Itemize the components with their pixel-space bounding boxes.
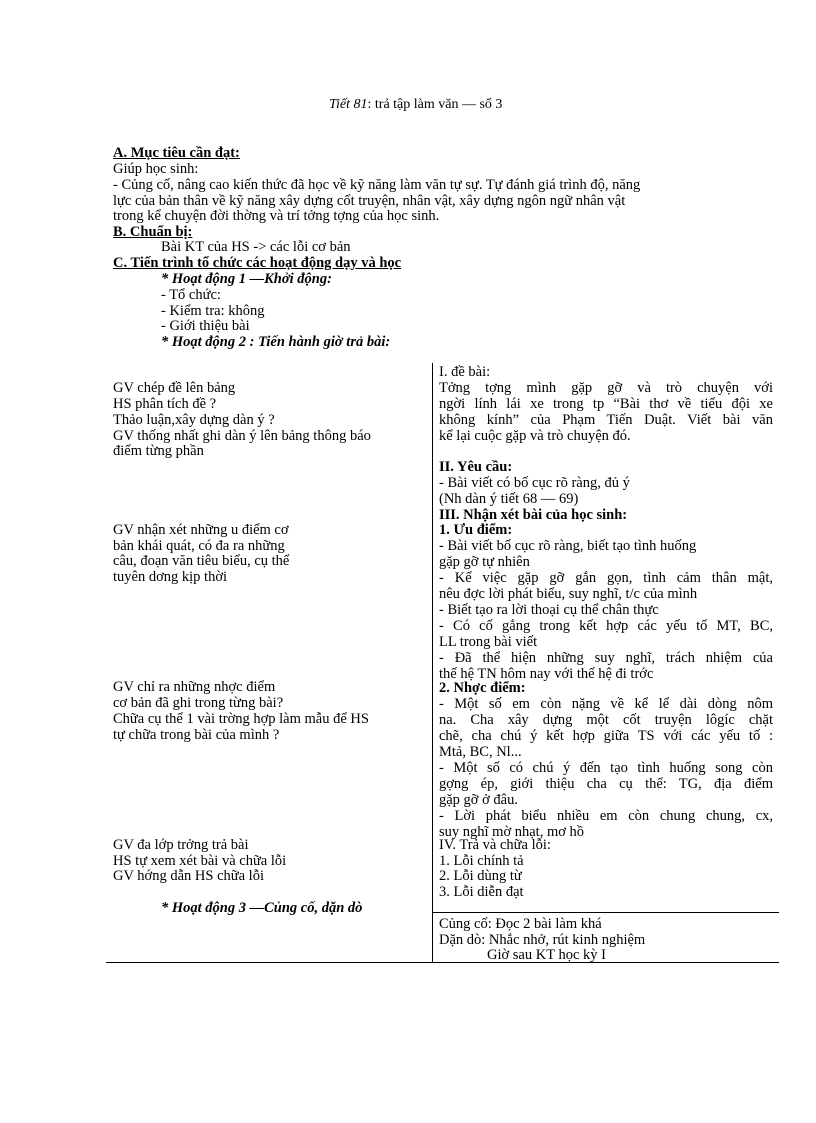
ud-line: - Biết tạo ra lời thoại cụ thể chân thực [439,602,659,618]
tra-chua-line: 1. Lỗi chính tả [439,853,524,869]
dan-do-line: Dặn dò: Nhắc nhở, rút kinh nghiệm [439,932,646,948]
left-line: GV nhận xét những u điểm cơ [113,522,289,538]
activity-1-item: - Giới thiệu bài [161,318,250,334]
uu-diem-text [439,538,773,682]
ud-line: gặp gỡ tự nhiên [439,554,530,570]
yeu-cau-line: (Nh dàn ý tiết 68 — 69) [439,491,579,507]
section-b-heading: B. Chuẩn bị: [113,224,193,240]
tra-chua-heading: IV. Trả và chữa lỗi: [439,837,551,853]
section-a-heading: A. Mục tiêu cần đạt: [113,145,240,161]
left-line: câu, đoạn văn tiêu biểu, cụ thể [113,553,290,569]
tra-chua-line: 3. Lỗi diễn đạt [439,884,524,900]
next-lesson-line: Giờ sau KT học kỳ I [487,947,606,963]
left-line: tự chữa trong bài của mình ? [113,727,280,743]
title-prefix: Tiết 81 [329,97,368,112]
nhan-xet-heading: III. Nhận xét bài của học sinh: [439,507,628,523]
left-line: GV đa lớp trởng trả bài [113,837,249,853]
tra-chua-line: 2. Lỗi dùng từ [439,868,522,884]
de-line: ngời lính lái xe trong tp “Bài thơ về tiểu đội xe [439,396,773,412]
title-rest: : trả tập làm văn — số 3 [367,97,503,112]
section-a-line: trong kể chuyện đời thờng và trí tởng tợng của học sinh. [113,208,440,224]
nhuoc-diem-heading: 2. Nhợc điểm: [439,680,526,696]
activity-1-item: - Tổ chức: [161,287,221,303]
left-line: HS tự xem xét bài và chữa lỗi [113,853,287,869]
ud-line: nêu đợc lời phát biểu, suy nghĩ, t/c của mình [439,586,698,602]
nd-line: suy nghĩ mờ nhạt, mơ hồ [439,824,585,840]
nd-line: chẽ, cha chú ý kết hợp giữa TS với các yếu tố : [439,728,773,744]
left-line: cơ bản đã ghi trong từng bài? [113,695,284,711]
activity-3-heading: * Hoạt động 3 —Củng cố, dặn dò [161,900,363,916]
left-line: GV chỉ ra những nhợc điểm [113,679,276,695]
left-line: HS phân tích đề ? [113,396,217,412]
activity-1-item: - Kiểm tra: không [161,303,265,319]
left-line: điểm từng phần [113,443,204,459]
ud-line: - Đã thể hiện những suy nghĩ, trách nhiệm của [439,650,773,666]
ud-line: - Có cố gắng trong kết hợp các yếu tố MT, BC, [439,618,773,634]
ud-line: thế hệ TN hôm nay với thế hệ đi trớc [439,666,654,682]
ud-line: - Bài viết bố cục rõ ràng, biết tạo tình huống [439,538,697,554]
left-line: tuyên dơng kịp thời [113,569,228,585]
uu-diem-heading: 1. Ưu điểm: [439,522,513,538]
section-a-intro: Giúp học sinh: [113,161,199,177]
nd-line: - Một số có chú ý đến tạo tình huống song còn [439,760,773,776]
section-a-line: lực của bản thân về kỹ năng xây dựng cốt truyện, nhân vật, xây dựng ngôn ngữ nhân vật [113,193,626,209]
left-line: Thảo luận,xây dựng dàn ý ? [113,412,275,428]
nd-line: gợng ép, giới thiệu cha cụ thể: TG, địa điểm [439,776,773,792]
cung-co-line: Củng cố: Đọc 2 bài làm khá [439,916,602,932]
column-divider [432,363,433,963]
page-title [329,97,502,113]
de-line: không kính” của Phạm Tiến Duật. Viết bài văn [439,412,773,428]
ud-line: - Kể việc gặp gỡ gắn gọn, tình cảm thân mật, [439,570,773,586]
yeu-cau-line: - Bài viết có bố cục rõ ràng, đủ ý [439,475,630,491]
activity-2-heading: * Hoạt động 2 : Tiến hành giờ trả bài: [161,334,391,350]
left-line: GV hớng dẫn HS chữa lỗi [113,868,264,884]
section-b-item: Bài KT của HS -> các lỗi cơ bản [161,239,351,255]
left-line: GV chép đề lên bảng [113,380,236,396]
nd-line: - Một số em còn nặng về kể lể dài dòng nôm [439,696,773,712]
de-bai-text [439,380,773,444]
de-line: kể lại cuộc gặp và trò chuyện đó. [439,428,631,444]
activity-1-heading: * Hoạt động 1 —Khởi động: [161,271,332,287]
section-c-heading: C. Tiến trình tổ chức các hoạt động dạy và học [113,255,402,271]
left-line: GV thống nhất ghi dàn ý lên bảng thông báo [113,428,371,444]
nd-line: Mtả, BC, Nl... [439,744,522,760]
yeu-cau-heading: II. Yêu cầu: [439,459,513,475]
left-line: bản khái quát, có đa ra những [113,538,285,554]
nd-line: - Lời phát biểu nhiều em còn chung chung, cx, [439,808,773,824]
row-divider [432,912,779,913]
de-bai-heading: I. đề bài: [439,364,491,380]
left-line: Chữa cụ thể 1 vài trờng hợp làm mẫu để HS [113,711,369,727]
nd-line: gặp gỡ ở đâu. [439,792,518,808]
nhuoc-diem-text [439,696,773,840]
de-line: Tởng tợng mình gặp gỡ và trò chuyện với [439,380,773,396]
ud-line: LL trong bài viết [439,634,538,650]
nd-line: na. Cha xây dựng một cốt truyện lôgíc chặt [439,712,773,728]
table-bottom-border [106,962,779,963]
section-a-line: - Củng cố, nâng cao kiến thức đã học về kỹ năng làm văn tự sự. Tự đánh giá trình độ, năng [113,177,641,193]
